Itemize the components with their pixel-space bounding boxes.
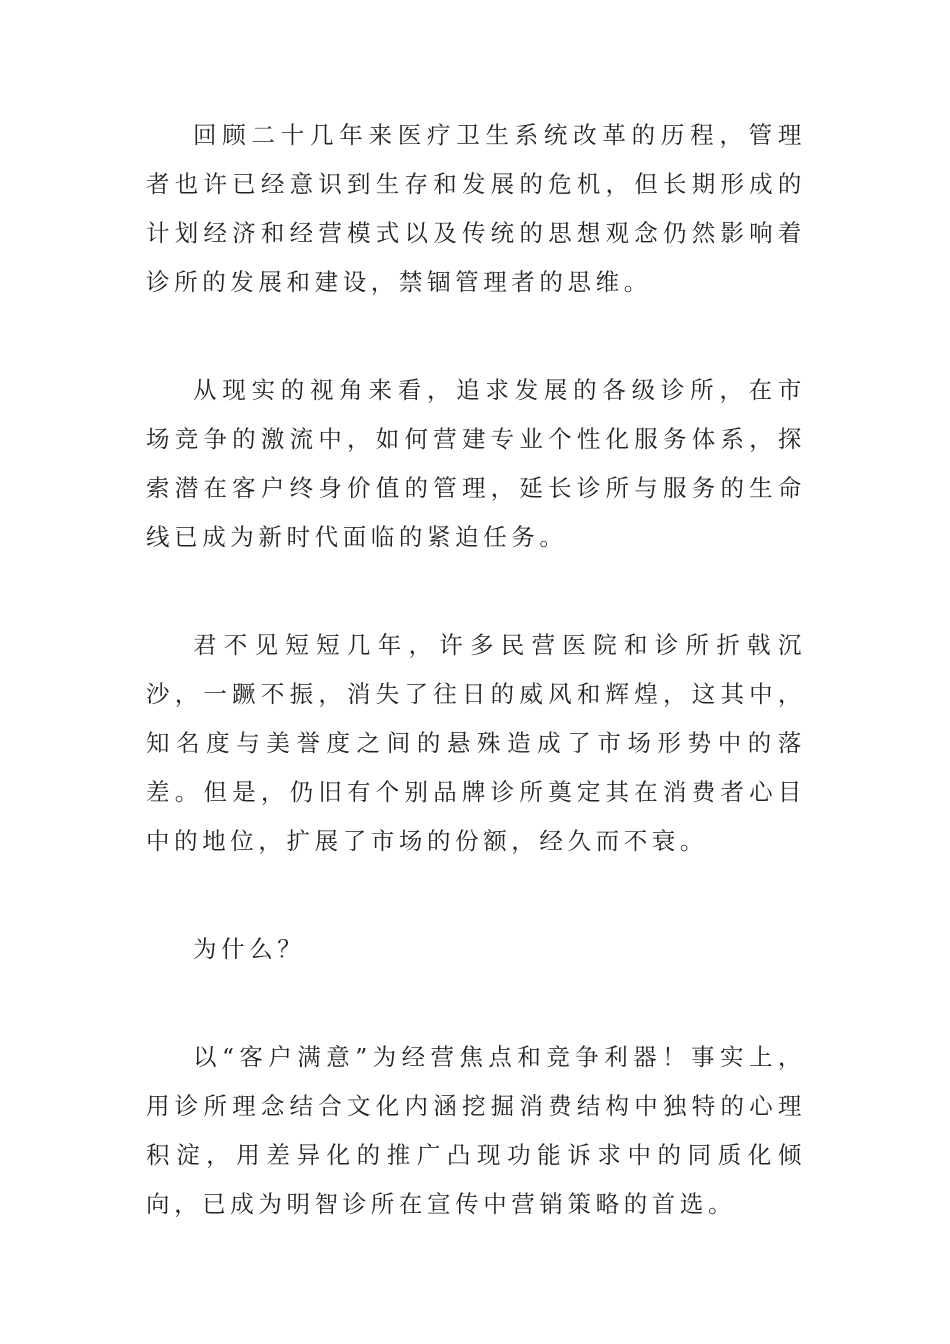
paragraph-4: 为什么？ [193, 935, 306, 963]
paragraph-1: 回顾二十几年来医疗卫生系统改革的历程，管理者也许已经意识到生存和发展的危机，但长期形成的计划经济和经营模式以及传统的思想观念仍然影响着诊所的发展和建设，禁锢管理者的思维。 [146, 121, 806, 296]
paragraph-5: 以“客户满意”为经营焦点和竞争利器！事实上，用诊所理念结合文化内涵挖掘消费结构中独特的心理积淀，用差异化的推广凸现功能诉求中的同质化倾向，已成为明智诊所在宣传中营销策略的首选。 [146, 1043, 806, 1218]
paragraph-2: 从现实的视角来看，追求发展的各级诊所，在市场竞争的激流中，如何营建专业个性化服务体系，探索潜在客户终身价值的管理，延长诊所与服务的生命线已成为新时代面临的紧迫任务。 [146, 376, 806, 551]
paragraph-3: 君不见短短几年，许多民营医院和诊所折戟沉沙，一蹶不振，消失了往日的威风和辉煌，这其中，知名度与美誉度之间的悬殊造成了市场形势中的落差。但是，仍旧有个别品牌诊所奠定其在消费者心目中的地位，扩展了市场的份额，经久而不衰。 [146, 631, 806, 855]
document-body [146, 111, 806, 1288]
